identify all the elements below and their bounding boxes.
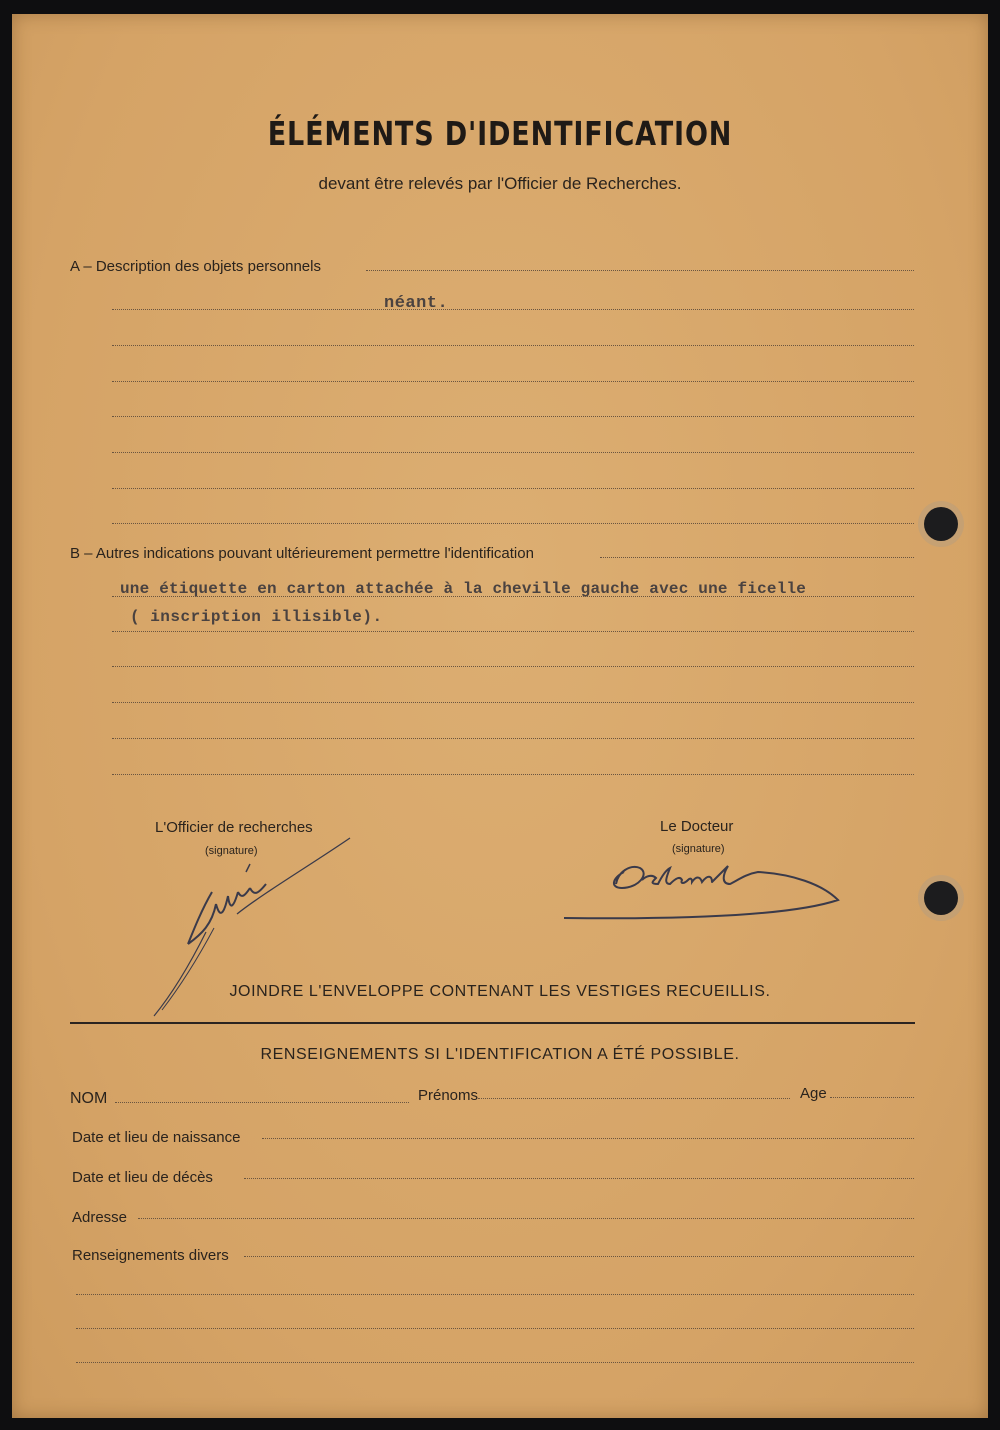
section-b-typed-line-2: ( inscription illisible). <box>130 608 383 626</box>
age-field <box>830 1097 914 1098</box>
section-a-line-5 <box>112 416 914 417</box>
nom-label: NOM <box>70 1090 108 1107</box>
divers-line-1 <box>244 1256 914 1257</box>
punch-hole-top <box>924 507 958 541</box>
instruction-text: JOINDRE L'ENVELOPPE CONTENANT LES VESTIGES RECUEILLIS. <box>229 983 771 1000</box>
nom-field <box>115 1102 409 1103</box>
section-a-line-1 <box>366 270 914 271</box>
adresse-label: Adresse <box>72 1209 128 1226</box>
divers-line-2 <box>76 1294 914 1295</box>
naissance-label: Date et lieu de naissance <box>72 1129 241 1146</box>
section-a-line-8 <box>112 523 914 524</box>
section-b-typed-line-1: une étiquette en carton attachée à la cheville gauche avec une ficelle <box>120 580 807 598</box>
section-a-line-7 <box>112 488 914 489</box>
section-b-line-2 <box>112 596 914 597</box>
section-divider <box>70 1022 915 1024</box>
officer-title: L'Officier de recherches <box>155 819 313 836</box>
divers-label: Renseignements divers <box>72 1247 229 1264</box>
form-subtitle: devant être relevés par l'Officier de Recherches. <box>318 174 682 193</box>
section-b-label: B – Autres indications pouvant ultérieurement permettre l'identification <box>70 545 534 562</box>
section-b-line-3 <box>112 631 914 632</box>
divers-line-3 <box>76 1328 914 1329</box>
form-sheet <box>12 14 988 1418</box>
form-title: ÉLÉMENTS D'IDENTIFICATION <box>267 114 733 153</box>
identification-heading: RENSEIGNEMENTS SI L'IDENTIFICATION A ÉTÉ POSSIBLE. <box>260 1046 740 1063</box>
deces-label: Date et lieu de décès <box>72 1169 213 1186</box>
officer-signature-note: (signature) <box>205 845 258 857</box>
section-b-line-1 <box>600 557 914 558</box>
deces-field <box>244 1178 914 1179</box>
section-b-line-5 <box>112 702 914 703</box>
age-label: Age <box>800 1085 827 1102</box>
divers-line-4 <box>76 1362 914 1363</box>
section-a-line-6 <box>112 452 914 453</box>
prenoms-label: Prénoms <box>418 1087 479 1104</box>
naissance-field <box>262 1138 914 1139</box>
section-a-label: A – Description des objets personnels <box>70 258 321 275</box>
section-a-line-4 <box>112 381 914 382</box>
prenoms-field <box>478 1098 790 1099</box>
section-b-line-4 <box>112 666 914 667</box>
punch-hole-bottom <box>924 881 958 915</box>
doctor-title: Le Docteur <box>660 818 734 835</box>
section-a-line-3 <box>112 345 914 346</box>
doctor-signature <box>562 854 862 934</box>
adresse-field <box>138 1218 914 1219</box>
section-b-line-7 <box>112 774 914 775</box>
section-b-line-6 <box>112 738 914 739</box>
section-a-line-2 <box>112 309 914 310</box>
doctor-signature-note: (signature) <box>672 843 725 855</box>
section-a-typed-text: néant. <box>384 294 449 313</box>
